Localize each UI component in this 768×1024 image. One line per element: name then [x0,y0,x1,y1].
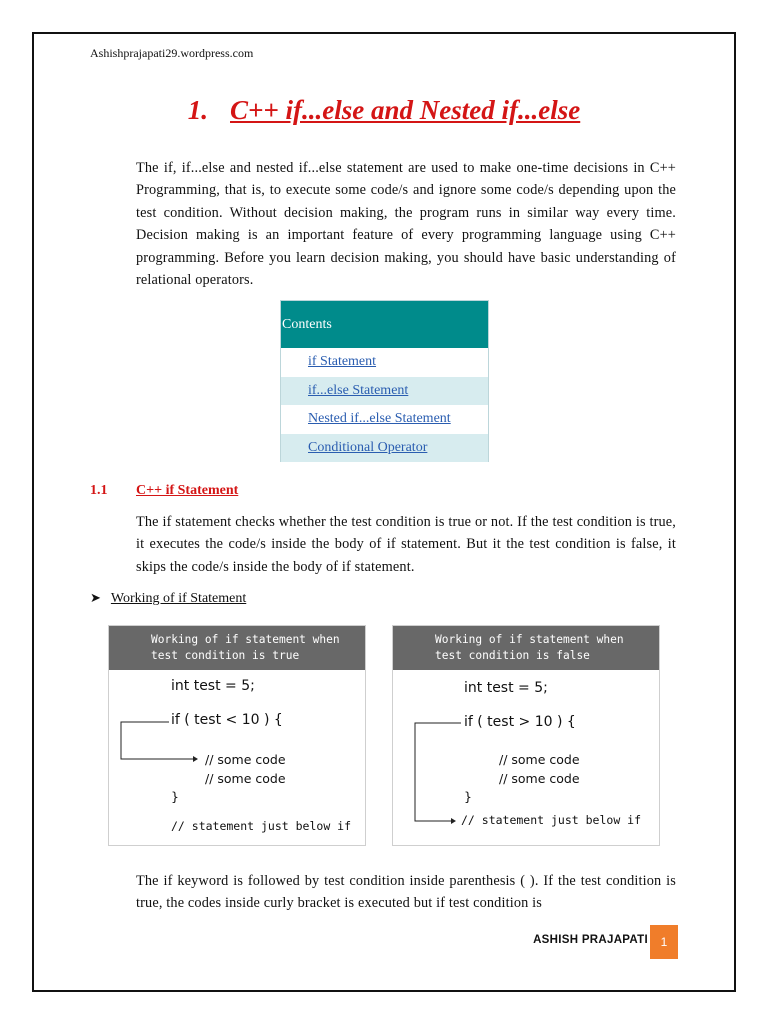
diagram-header-line: test condition is true [151,649,300,662]
bullet-text: Working of if Statement [110,591,247,606]
diagram-false [392,625,660,846]
toc-link-nested-if-else[interactable]: Nested if...else Statement [308,411,451,426]
section-number: 1.1 [90,483,108,498]
code-body-line: // some code [499,752,580,767]
code-condition: if ( test < 10 ) { [171,712,283,728]
code-condition: if ( test > 10 ) { [464,714,576,730]
section-heading [90,483,239,499]
code-close-brace: } [464,789,472,804]
contents-table [280,300,489,462]
code-decl: int test = 5; [464,680,548,696]
page-title [0,95,768,126]
toc-item[interactable] [281,377,488,406]
diagram-header-line: Working of if statement when [151,633,340,646]
diagram-header-line: test condition is false [435,649,590,662]
title-text: C++ if...else and Nested if...else [230,95,581,125]
section-title: C++ if Statement [136,483,239,498]
code-body-line: // some code [205,771,286,786]
toc-link-if-else-statement[interactable]: if...else Statement [308,382,409,398]
code-body-line: // some code [205,752,286,767]
code-after: // statement just below if [171,819,352,833]
toc-item[interactable] [281,405,488,434]
site-url: Ashishprajapati29.wordpress.com [90,46,254,60]
intro-paragraph: The if, if...else and nested if...else statement are used to make one-time decisions in C++ Programming, that is, to execute some code/s and ignore some code/s depending upon the test condition. Without decision making, the program runs in similar way every time. Decision making is an important feature of every programming language using C++ programming. Before you learn decision making, you should have basic understanding of relational operators. [136,160,676,289]
bullet-item [90,590,246,607]
code-decl: int test = 5; [171,678,255,694]
toc-item[interactable] [281,348,488,377]
arrow-bullet-icon: ➤ [90,590,101,605]
toc-link-if-statement[interactable]: if Statement [308,354,377,369]
code-close-brace: } [171,789,179,804]
flow-arrow-icon [393,626,661,847]
page-number-badge: 1 [650,925,678,959]
contents-heading: Contents [281,301,488,348]
code-body-line: // some code [499,771,580,786]
code-after: // statement just below if [461,813,642,827]
footer-author: ASHISH PRAJAPATI [533,934,648,946]
diagram-header-line: Working of if statement when [435,633,624,646]
closing-paragraph: The if keyword is followed by test condition inside parenthesis ( ). If the test condition is true, the codes inside curly bracket is executed but if test condition is [136,873,676,912]
diagram-true [108,625,366,846]
toc-link-conditional-operator[interactable]: Conditional Operator [308,439,428,455]
section-body: The if statement checks whether the test condition is true or not. If the test condition is true, it executes the code/s inside the body of if statement. But it the test condition is false, it skips the code/s inside the body of if statement. [136,514,676,575]
toc-item[interactable] [281,434,488,463]
flow-arrow-icon [109,626,367,847]
title-number: 1. [187,95,209,125]
